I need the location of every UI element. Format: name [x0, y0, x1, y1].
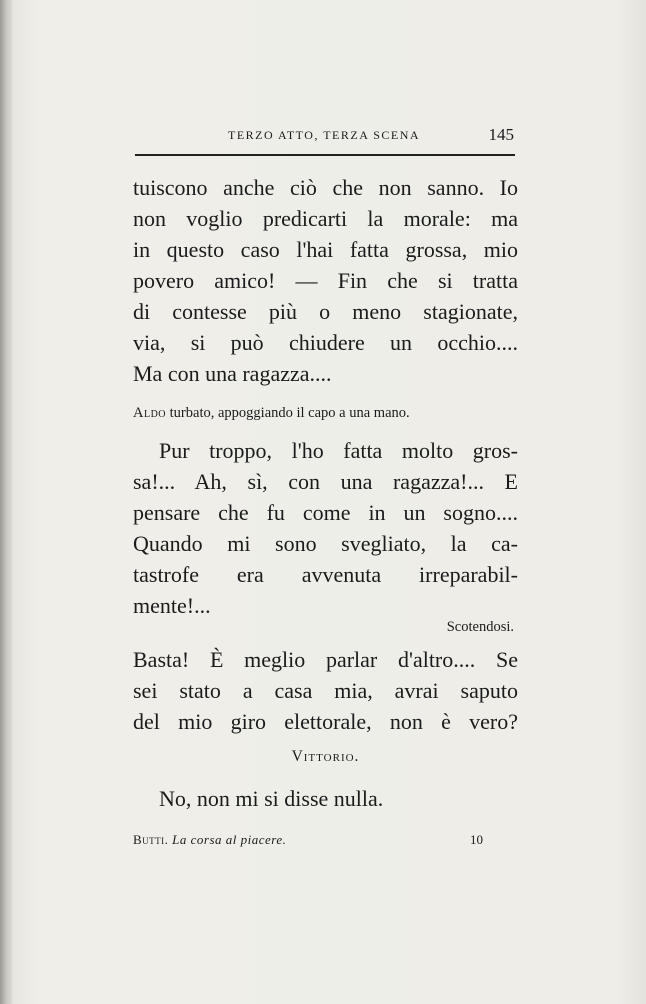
text-line: in questo caso l'hai fatta grossa, mio [133, 237, 518, 262]
speaker-name: Vittorio. [291, 748, 360, 765]
author-name: Butti. [133, 832, 169, 847]
text-line: via, si può chiudere un occhio.... [133, 330, 518, 355]
signature-footer [133, 832, 519, 852]
dialogue-paragraph-1 [133, 172, 518, 389]
text-line: povero amico! — Fin che si tratta [133, 268, 518, 293]
text-line: di contesse più o meno stagionate, [133, 299, 518, 324]
work-title: La corsa al piacere. [172, 832, 287, 847]
text-line: Ma con una ragazza.... [133, 361, 332, 386]
text-line: No, non mi si disse nulla. [159, 786, 384, 811]
dialogue-paragraph-3 [133, 644, 518, 737]
running-title: TERZO ATTO, TERZA SCENA [228, 128, 421, 142]
text-line: Pur troppo, l'ho fatta molto gros- [159, 438, 518, 463]
text-line: del mio giro elettorale, non è vero? [133, 709, 518, 734]
text-line: sa!... Ah, sì, con una ragazza!... E [133, 469, 518, 494]
text-line: sei stato a casa mia, avrai saputo [133, 678, 518, 703]
text-line: tuiscono anche ciò che non sanno. Io [133, 175, 518, 200]
text-line: Basta! È meglio parlar d'altro.... Se [133, 647, 518, 672]
stage-direction-aldo [133, 405, 523, 422]
text-line: pensare che fu come in un sogno.... [133, 500, 518, 525]
speaker-name: Aldo [133, 405, 167, 421]
dialogue-paragraph-4 [133, 783, 518, 814]
running-header [132, 125, 516, 148]
book-spine-shadow [0, 0, 12, 1004]
text-line: non voglio predicarti la morale: ma [133, 206, 518, 231]
text-line: tastrofe era avvenuta irreparabil- [133, 562, 518, 587]
stage-direction-text: turbato, appoggiando il capo a una mano. [169, 405, 410, 421]
text-line: mente!... [133, 593, 211, 618]
page-number: 145 [488, 125, 514, 144]
signature-mark [133, 832, 286, 848]
header-rule [135, 154, 515, 156]
text-line: Quando mi sono svegliato, la ca- [133, 531, 518, 556]
stage-direction-scotendosi: Scotendosi. [446, 619, 514, 635]
dialogue-paragraph-2 [133, 435, 518, 621]
sheet-number: 10 [470, 832, 483, 847]
speaker-vittorio [133, 748, 518, 766]
